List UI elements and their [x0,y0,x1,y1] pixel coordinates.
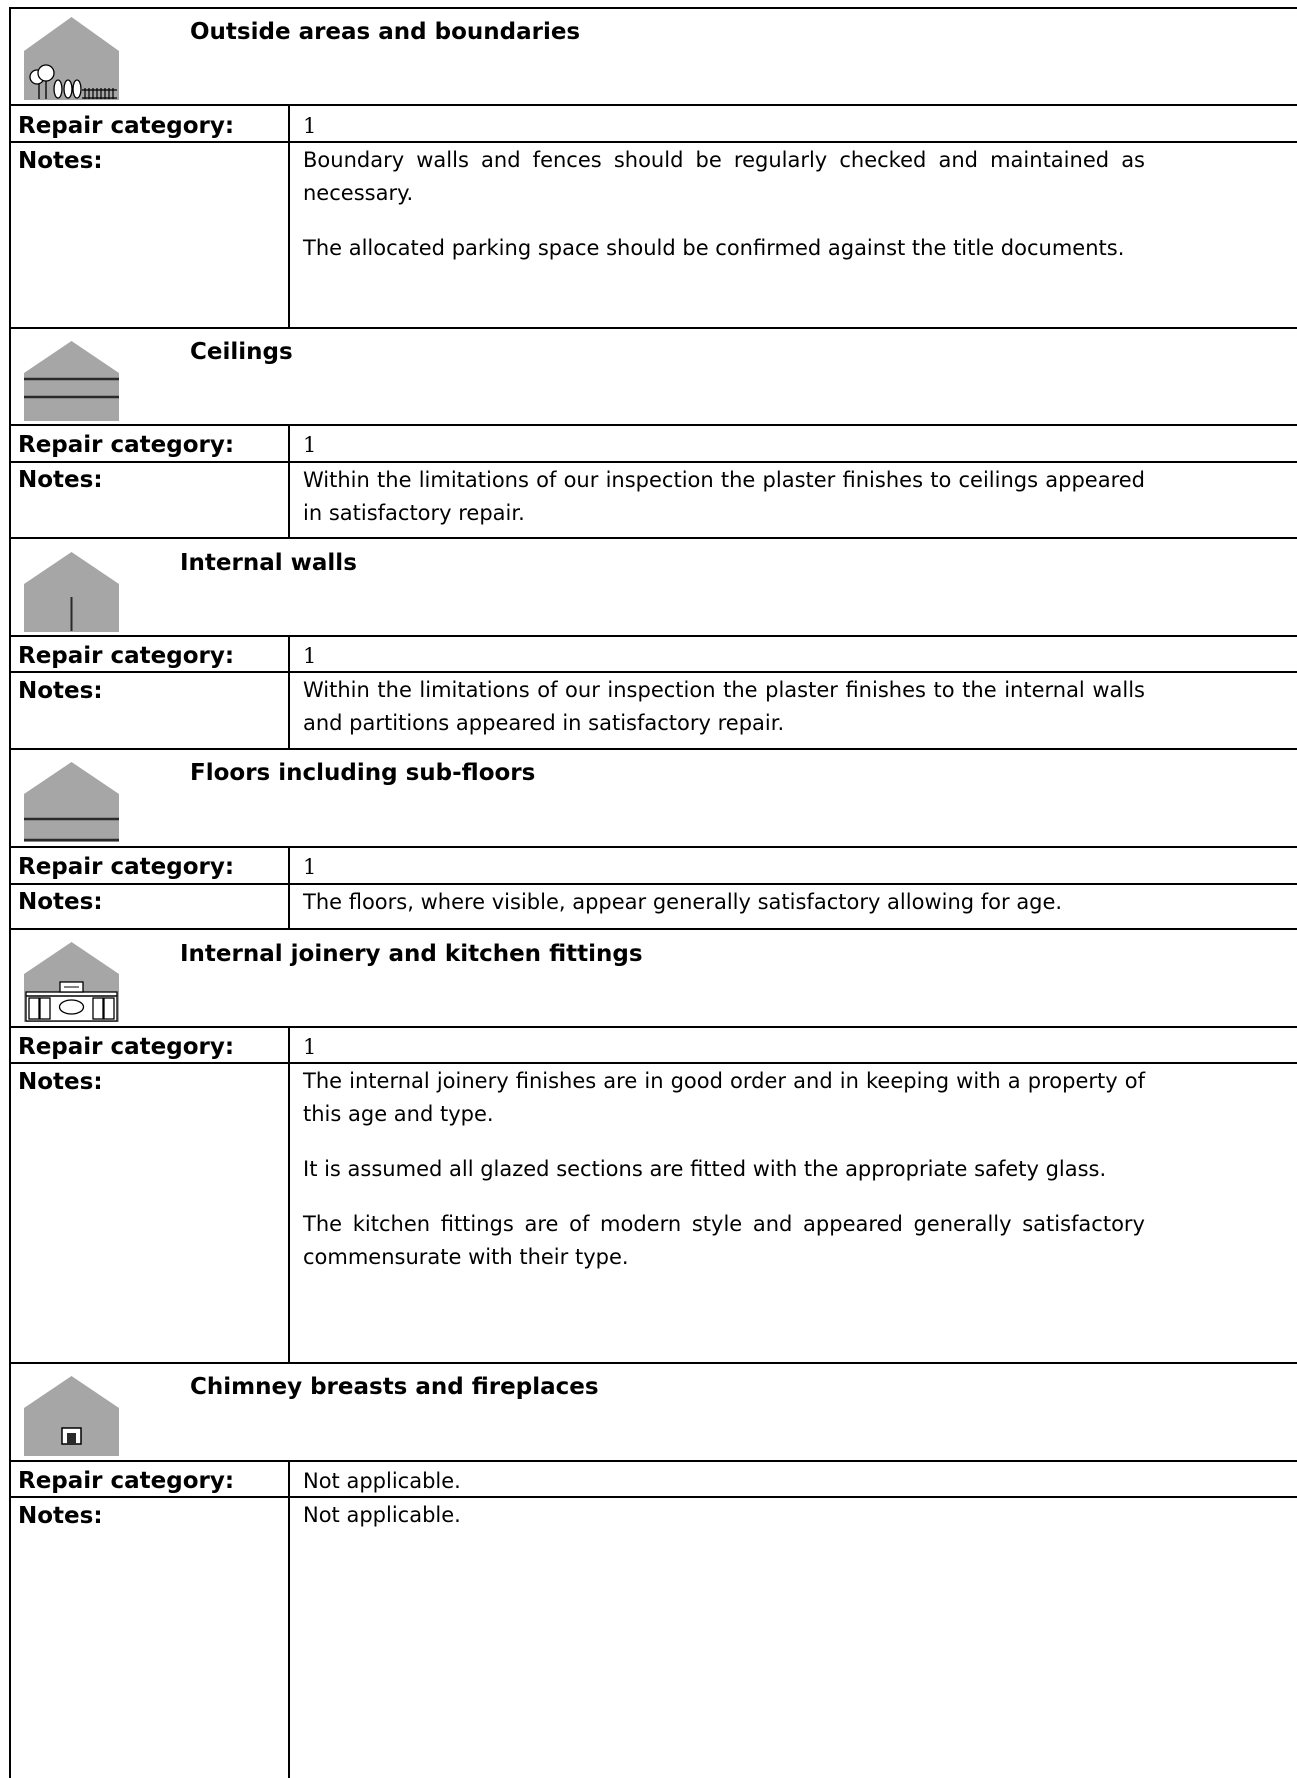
notes-label: Notes: [18,889,103,915]
column-divider [288,424,290,539]
section-title: Outside areas and boundaries [190,19,581,45]
section-top-rule [9,928,1297,930]
house-garden-fence-icon [24,17,119,100]
section-title: Floors including sub-floors [190,760,536,786]
notes-text [303,144,1145,265]
repair-category-value: 1 [303,114,317,138]
repair-category-label: Repair category: [18,854,235,880]
section-top-rule [9,537,1297,539]
column-divider [288,1026,290,1364]
repair-category-value: 1 [303,855,317,879]
section-title: Ceilings [190,339,293,365]
condition-report [9,7,1297,1778]
notes-label: Notes: [18,1069,103,1095]
row-rule [9,671,1297,673]
repair-category-value: 1 [303,433,317,457]
notes-paragraph: The allocated parking space should be confirmed against the title documents. [303,236,1125,260]
section-title: Internal walls [180,550,357,576]
notes-text [303,674,1145,740]
column-divider [288,846,290,930]
row-rule [9,141,1297,143]
notes-text [303,886,1145,919]
house-kitchen-icon [24,942,119,1022]
repair-category-value: Not applicable. [303,1469,461,1493]
row-rule [9,846,1297,848]
row-rule [9,1062,1297,1064]
notes-label: Notes: [18,678,103,704]
repair-category-label: Repair category: [18,1034,235,1060]
repair-category-value: 1 [303,1035,317,1059]
row-rule [9,424,1297,426]
table-left-border [9,7,11,1778]
house-fireplace-icon [24,1376,119,1456]
row-rule [9,1460,1297,1462]
row-rule [9,635,1297,637]
section-title: Chimney breasts and fireplaces [190,1374,599,1400]
section-top-rule [9,7,1297,9]
notes-paragraph: It is assumed all glazed sections are fitted with the appropriate safety glass. [303,1157,1107,1181]
house-internal-wall-icon [24,552,119,632]
repair-category-label: Repair category: [18,1468,235,1494]
house-floor-icon [24,762,119,842]
column-divider [288,104,290,329]
row-rule [9,461,1297,463]
repair-category-value: 1 [303,644,317,668]
section-top-rule [9,1362,1297,1364]
column-divider [288,1460,290,1778]
notes-label: Notes: [18,467,103,493]
notes-paragraph: The kitchen fittings are of modern style and appeared generally satisfactory commensurate with their type. [303,1212,1145,1269]
notes-label: Notes: [18,1503,103,1529]
notes-text [303,1499,1145,1532]
row-rule [9,1026,1297,1028]
column-divider [288,635,290,750]
notes-paragraph: Within the limitations of our inspection the plaster finishes to the internal walls and partitions appeared in satisfactory repair. [303,678,1145,735]
notes-paragraph: Within the limitations of our inspection the plaster finishes to ceilings appeared in satisfactory repair. [303,468,1145,525]
row-rule [9,104,1297,106]
repair-category-label: Repair category: [18,432,235,458]
notes-paragraph: The floors, where visible, appear generally satisfactory allowing for age. [303,890,1063,914]
row-rule [9,883,1297,885]
notes-text [303,464,1145,530]
house-ceiling-icon [24,341,119,421]
row-rule [9,1496,1297,1498]
notes-paragraph: The internal joinery finishes are in good order and in keeping with a property of this age and type. [303,1069,1145,1126]
notes-paragraph: Not applicable. [303,1503,461,1527]
section-top-rule [9,327,1297,329]
notes-text [303,1065,1145,1274]
notes-label: Notes: [18,148,103,174]
section-title: Internal joinery and kitchen fittings [180,941,643,967]
notes-paragraph: Boundary walls and fences should be regularly checked and maintained as necessary. [303,148,1145,205]
repair-category-label: Repair category: [18,113,235,139]
section-top-rule [9,748,1297,750]
repair-category-label: Repair category: [18,643,235,669]
